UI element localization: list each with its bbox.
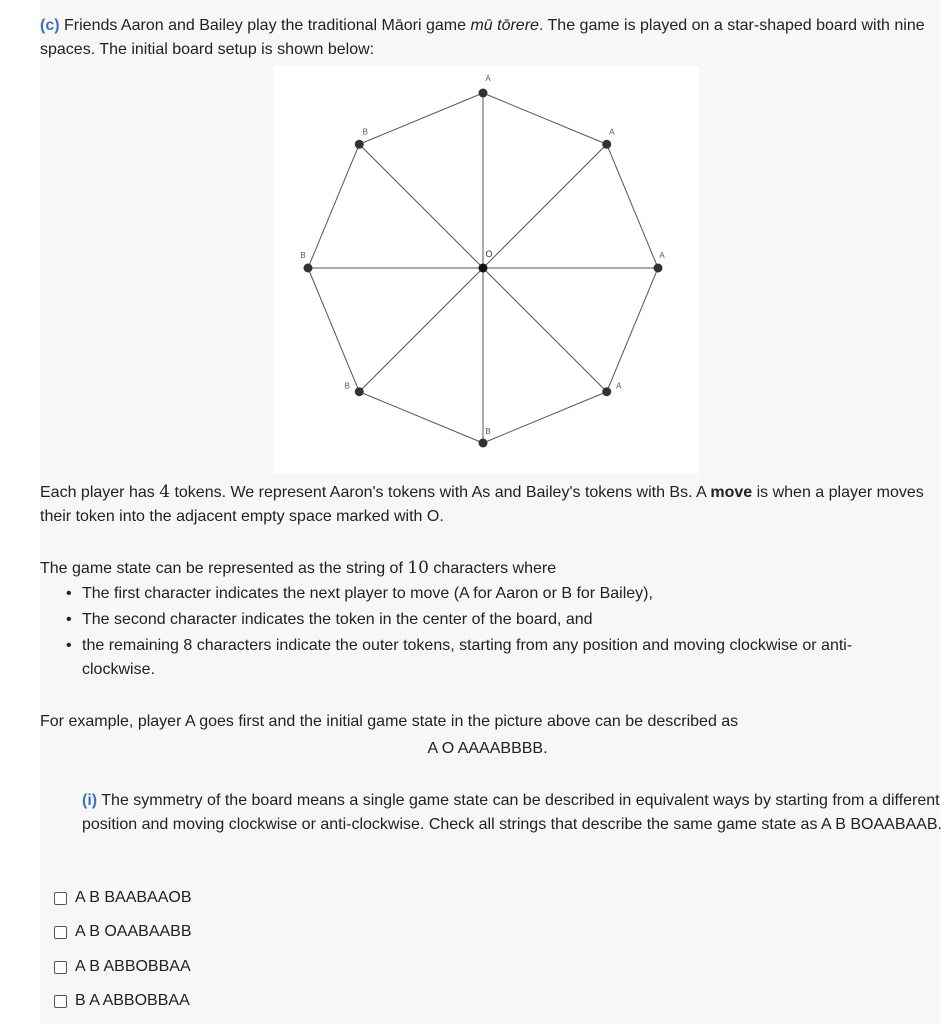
board-spoke <box>483 144 607 268</box>
part-label-i: (i) <box>82 792 98 809</box>
tokens-count: 4 <box>159 482 171 502</box>
board-node <box>479 439 488 448</box>
option-checkbox[interactable] <box>54 961 67 974</box>
option-3[interactable] <box>54 955 191 979</box>
board-spoke <box>359 268 483 392</box>
option-1[interactable] <box>54 886 192 910</box>
game-name: mū tōrere <box>470 17 539 34</box>
state-rules-list <box>82 582 912 684</box>
board-node <box>602 140 611 149</box>
board-spoke <box>359 144 483 268</box>
example-paragraph: For example, player A goes first and the initial game state in the picture above can be described as <box>40 713 739 730</box>
board-edge <box>308 268 359 392</box>
board-node <box>602 387 611 396</box>
question-intro <box>40 14 930 62</box>
board-position-label: B <box>344 381 350 391</box>
board-node <box>654 264 663 273</box>
board-position-label: A <box>616 381 622 391</box>
state-text-1: The game state can be represented as the string of <box>40 560 408 577</box>
board-edge <box>483 93 607 144</box>
board-position-label: B <box>485 427 491 436</box>
game-board-svg <box>273 66 699 474</box>
board-edge <box>607 268 658 392</box>
board-position-label: A <box>609 127 615 137</box>
board-position-label: A <box>485 74 491 83</box>
intro-text-1: Friends Aaron and Bailey play the traditional Māori game <box>59 17 471 34</box>
option-label[interactable]: A B ABBOBBAA <box>75 958 191 975</box>
board-edge <box>359 392 483 443</box>
option-checkbox[interactable] <box>54 995 67 1008</box>
tokens-text-1: Each player has <box>40 484 160 501</box>
state-text-2: characters where <box>428 560 557 577</box>
option-label[interactable]: B A ABBOBBAA <box>75 992 190 1009</box>
option-label[interactable]: A B OAABAABB <box>75 923 192 940</box>
board-edge <box>607 144 658 268</box>
board-node <box>355 140 364 149</box>
board-position-label: B <box>300 251 306 260</box>
game-board-figure <box>273 66 699 474</box>
tokens-paragraph <box>40 480 935 529</box>
part-label-c: (c) <box>40 17 60 34</box>
option-checkbox[interactable] <box>54 892 67 905</box>
part-i-text: The symmetry of the board means a single game state can be described in equivalent ways by starting from a different position and moving clockwise or anti-clockwise. Check all strings that describe the same game state as A B BOAABAAB. <box>82 792 942 833</box>
intro-text-2: . The game is played on a star-shaped board with nine spaces. The initial board setup is shown below: <box>40 17 925 58</box>
part-i-question <box>82 789 942 837</box>
tokens-text-3: is when a player moves their token into the adjacent empty space marked with O. <box>40 484 924 525</box>
list-item: • The first character indicates the next player to move (A for Aaron or B for Bailey), <box>82 582 912 606</box>
board-edge <box>483 392 607 443</box>
option-4[interactable] <box>54 989 190 1013</box>
board-position-label: A <box>659 251 665 260</box>
board-center-node <box>479 264 488 273</box>
board-edge <box>308 144 359 268</box>
state-length: 10 <box>407 558 429 578</box>
state-paragraph <box>40 556 935 581</box>
board-node <box>355 387 364 396</box>
board-spoke <box>483 268 607 392</box>
option-2[interactable] <box>54 920 192 944</box>
list-item: • the remaining 8 characters indicate the outer tokens, starting from any position and moving clockwise or anti-clockwise. <box>82 634 912 682</box>
list-item: • The second character indicates the token in the center of the board, and <box>82 608 912 632</box>
example-state: A O AAAABBBB. <box>427 740 548 757</box>
board-edge <box>359 93 483 144</box>
move-term: move <box>710 484 753 501</box>
board-center-label: O <box>485 249 493 259</box>
board-node <box>479 89 488 98</box>
tokens-text-2: tokens. We represent Aaron's tokens with As and Bailey's tokens with Bs. A <box>170 484 711 501</box>
board-position-label: B <box>362 127 368 137</box>
board-node <box>304 264 313 273</box>
option-label[interactable]: A B BAABAAOB <box>75 889 192 906</box>
option-checkbox[interactable] <box>54 926 67 939</box>
